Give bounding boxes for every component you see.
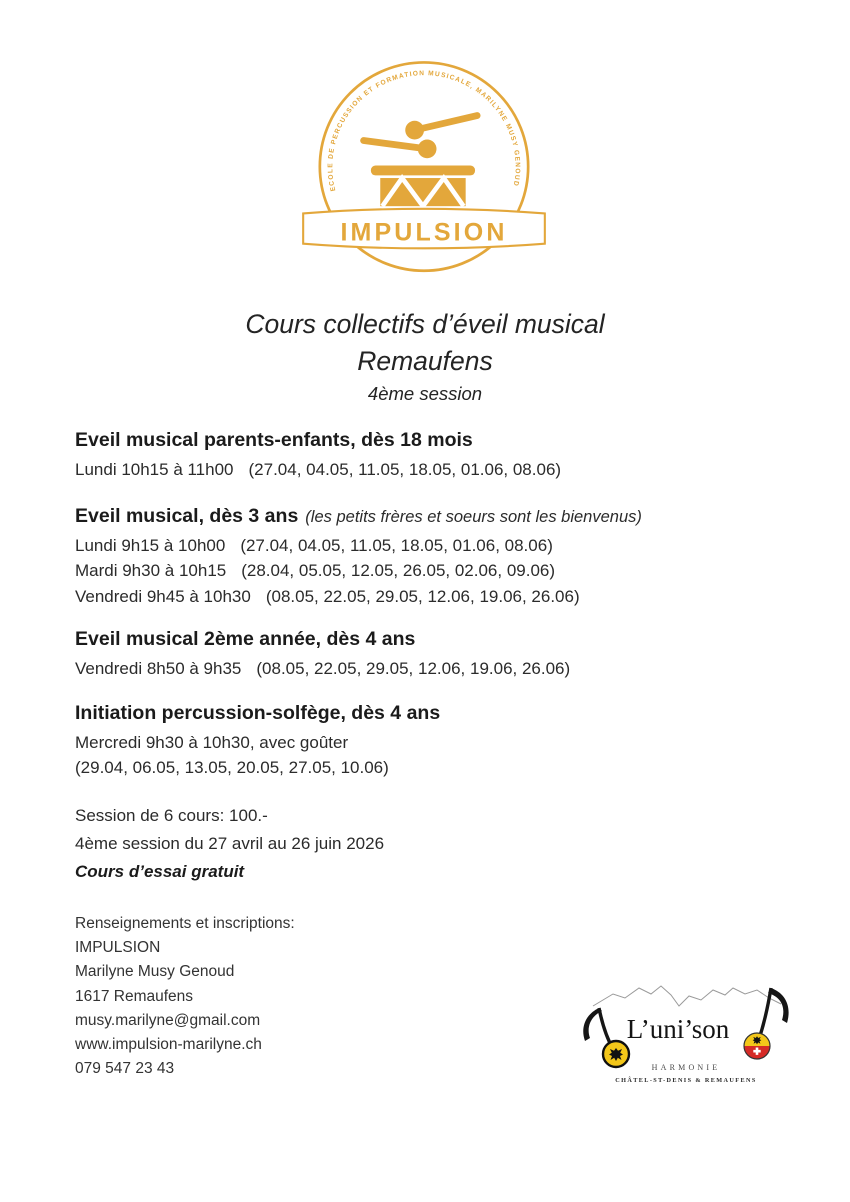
schedule-line [75,730,447,755]
schedule-dates: (08.05, 22.05, 29.05, 12.06, 19.06, 26.06) [265,586,580,606]
schedule-dates: (28.04, 05.05, 12.05, 26.05, 02.06, 09.06) [241,561,556,581]
contact-address: 1617 Remaufens [75,987,194,1005]
course-title-text: Eveil musical 2ème année, dès 4 ans [75,628,416,650]
course-section-parents-enfants [75,428,561,482]
schedule-dates: (27.04, 04.05, 11.05, 18.05, 01.06, 08.06) [240,536,553,555]
course-title [75,627,570,653]
drumsticks-icon [364,116,478,159]
unison-name: L’uni’son [626,1014,730,1044]
schedule-time: Vendredi 9h45 à 10h30 [75,586,251,606]
contact-school-name: IMPULSION [75,939,161,957]
eagle-icon [753,1036,762,1044]
free-trial-note: Cours d’essai gratuit [75,862,245,881]
schedule-time: Mercredi 9h30 à 10h30, avec goûter [75,733,349,752]
mountains-icon [593,986,781,1006]
contact-heading: Renseignements et inscriptions: [75,915,295,932]
schedule-dates: (08.05, 22.05, 29.05, 12.06, 19.06, 26.06) [256,659,571,678]
contact-email: musy.marilyne@gmail.com [75,1011,261,1029]
contact-phone: 079 547 23 43 [75,1060,175,1078]
schedule-line [75,755,447,780]
contact-website: www.impulsion-marilyne.ch [75,1036,262,1054]
pricing-block [75,802,384,886]
unison-logo [573,948,803,1098]
page-title-line1: Cours collectifs d’éveil musical [245,309,605,339]
unison-towns: CHÂTEL-ST-DENIS & REMAUFENS [615,1077,757,1084]
course-section-eveil-2eme-annee [75,627,570,681]
schedule-time: Lundi 10h15 à 11h00 [75,460,234,479]
course-section-eveil-3ans [75,504,642,609]
remaufens-badge [603,1041,629,1067]
course-title-text: Eveil musical, dès 3 ans [75,505,299,527]
course-section-initiation-percussion [75,701,447,781]
logo-arc-text: ECOLE DE PERCUSSION ET FORMATION MUSICALE, MARILYNE MUSY GENOUD [327,70,521,192]
course-title-text: Eveil musical parents-enfants, dès 18 mois [75,429,473,451]
title-block [0,306,850,407]
course-title [75,504,642,530]
logo-banner-text: IMPULSION [340,218,508,247]
schedule-dates: (29.04, 06.05, 13.05, 20.05, 27.05, 10.06) [75,758,389,778]
drum-icon [371,166,475,207]
schedule-line [75,558,642,583]
schedule-time: Vendredi 8h50 à 9h35 [75,659,242,678]
eighth-note-right-icon [759,988,789,1039]
course-title-text: Initiation percussion-solfège, dès 4 ans [75,702,441,724]
schedule-line [75,584,642,609]
course-title-note: (les petits frères et soeurs sont les bienvenus) [305,508,642,526]
eagle-icon [609,1048,623,1061]
impulsion-logo [278,52,570,302]
schedule-time: Mardi 9h30 à 10h15 [75,561,227,581]
course-title [75,701,447,727]
page-title-line2: Remaufens [357,346,493,376]
contact-person: Marilyne Musy Genoud [75,963,235,981]
schedule-line [75,656,570,681]
schedule-time: Lundi 9h15 à 10h00 [75,536,226,555]
schedule-line [75,533,642,558]
pricing-session-dates: 4ème session du 27 avril au 26 juin 2026 [75,834,385,853]
unison-subtitle: HARMONIE [651,1063,721,1072]
pricing-price: Session de 6 cours: 100.- [75,806,268,825]
schedule-line [75,457,561,482]
chatel-st-denis-badge [744,1033,770,1059]
schedule-dates: (27.04, 04.05, 11.05, 18.05, 01.06, 08.06) [248,460,562,479]
contact-block [75,912,295,1081]
course-title [75,428,561,454]
page-title-session: 4ème session [367,383,483,404]
